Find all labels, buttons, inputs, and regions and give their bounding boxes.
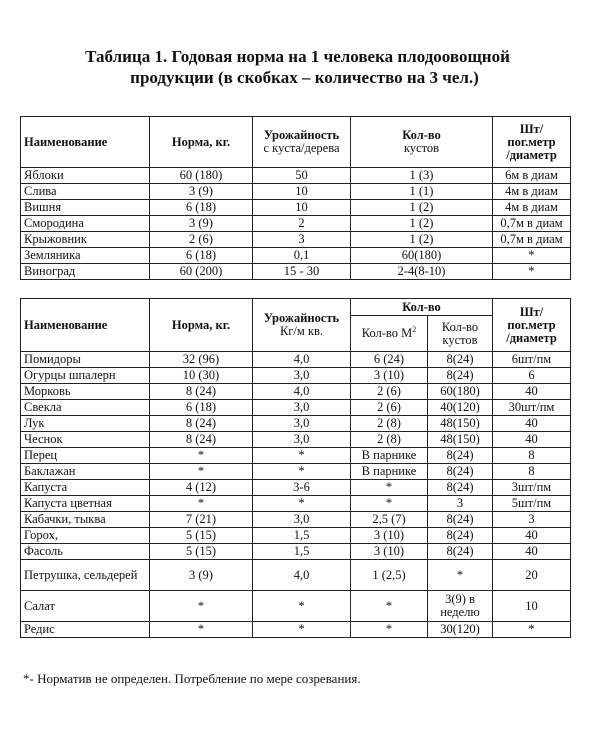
table-cell: 8(24) <box>428 528 493 544</box>
yield-subtitle: Кг/м кв. <box>279 324 324 338</box>
row-label-cell: Крыжовник <box>21 232 150 248</box>
table-cell: * <box>351 591 428 622</box>
table1-header-row <box>21 117 571 168</box>
pcs-line-1: Шт/пог.метр <box>507 304 556 332</box>
table-cell: 3 (9) <box>150 216 253 232</box>
table-row <box>21 416 571 432</box>
row-label-cell: Кабачки, тыква <box>21 512 150 528</box>
table-cell: 6 (18) <box>150 200 253 216</box>
table-cell: 8 (24) <box>150 384 253 400</box>
row-label-cell: Капуста цветная <box>21 496 150 512</box>
table-row <box>21 464 571 480</box>
table-row <box>21 248 571 264</box>
table-cell: 1 (2,5) <box>351 560 428 591</box>
table-cell: 1 (2) <box>351 232 493 248</box>
col-header-yield <box>253 299 351 352</box>
table-cell: * <box>150 496 253 512</box>
table-cell: 2 (8) <box>351 416 428 432</box>
vegetable-norms-table <box>20 298 571 638</box>
table-cell: * <box>150 448 253 464</box>
table-cell: 3,0 <box>253 368 351 384</box>
table-cell: 15 - 30 <box>253 264 351 280</box>
table2-header-row-1 <box>21 299 571 316</box>
table-cell: 2 (8) <box>351 432 428 448</box>
title-line-1: Таблица 1. Годовая норма на 1 человека плодоовощной <box>85 47 510 66</box>
table-cell: 3 (9) <box>150 560 253 591</box>
yield-title: Урожайность <box>263 128 340 142</box>
table-cell: 1 (1) <box>351 184 493 200</box>
table-cell: 8 (24) <box>150 416 253 432</box>
col-header-count-m2 <box>351 316 428 352</box>
table-cell: 40 <box>493 528 571 544</box>
table-cell: * <box>253 496 351 512</box>
table-cell: 3 <box>428 496 493 512</box>
table-cell: 5шт/пм <box>493 496 571 512</box>
table-row <box>21 184 571 200</box>
table-cell: * <box>351 480 428 496</box>
row-label-cell: Яблоки <box>21 168 150 184</box>
row-label-cell: Фасоль <box>21 544 150 560</box>
table-cell: 30шт/пм <box>493 400 571 416</box>
row-label-cell: Горох, <box>21 528 150 544</box>
table-cell: * <box>493 264 571 280</box>
table-cell: 3,0 <box>253 400 351 416</box>
table-cell: 2-4(8-10) <box>351 264 493 280</box>
row-label-cell: Свекла <box>21 400 150 416</box>
table-cell: 10 <box>253 184 351 200</box>
pcs-line-1: Шт/пог.метр <box>507 121 556 149</box>
table1-body <box>21 168 571 280</box>
table-row <box>21 368 571 384</box>
table-cell: 32 (96) <box>150 352 253 368</box>
pcs-line-2: /диаметр <box>506 147 557 162</box>
col-header-name: Наименование <box>21 299 150 352</box>
table-cell: 1 (2) <box>351 200 493 216</box>
table-row <box>21 560 571 591</box>
table-cell: * <box>150 464 253 480</box>
table-cell: 50 <box>253 168 351 184</box>
col-header-count <box>351 117 493 168</box>
table-cell: 10 (30) <box>150 368 253 384</box>
table-cell: * <box>253 464 351 480</box>
table-cell: * <box>493 622 571 638</box>
table-row <box>21 496 571 512</box>
table-cell: 8(24) <box>428 464 493 480</box>
table-cell: * <box>351 622 428 638</box>
table-cell: 0,7м в диам <box>493 216 571 232</box>
table-row <box>21 232 571 248</box>
table-row <box>21 384 571 400</box>
table-cell: 40 <box>493 416 571 432</box>
table-cell: * <box>150 591 253 622</box>
table-cell: 3-6 <box>253 480 351 496</box>
row-label-cell: Перец <box>21 448 150 464</box>
col-header-name: Наименование <box>21 117 150 168</box>
table-cell: 3,0 <box>253 416 351 432</box>
table-row <box>21 432 571 448</box>
table-cell: 4 (12) <box>150 480 253 496</box>
row-label-cell: Огурцы шпалерн <box>21 368 150 384</box>
table-cell: 2 (6) <box>150 232 253 248</box>
row-label-cell: Лук <box>21 416 150 432</box>
table-cell: 7 (21) <box>150 512 253 528</box>
table-cell: 2 (6) <box>351 384 428 400</box>
table-cell: 2 <box>253 216 351 232</box>
row-label-cell: Смородина <box>21 216 150 232</box>
table-cell: 6м в диам <box>493 168 571 184</box>
table-row <box>21 448 571 464</box>
fruit-norms-table <box>20 116 571 280</box>
table-cell: 3 (10) <box>351 528 428 544</box>
table-cell: 60 (180) <box>150 168 253 184</box>
table-cell: 3,0 <box>253 432 351 448</box>
table-cell: 10 <box>493 591 571 622</box>
table-row <box>21 591 571 622</box>
table-row <box>21 528 571 544</box>
col-header-yield <box>253 117 351 168</box>
table-cell: 60(180) <box>428 384 493 400</box>
table-cell: 8 <box>493 464 571 480</box>
table-cell: 1,5 <box>253 544 351 560</box>
title-line-2: продукции (в скобках – количество на 3 чел.) <box>130 68 479 87</box>
count-m2-sup: 2 <box>412 324 417 334</box>
row-label-cell: Вишня <box>21 200 150 216</box>
count-subtitle: кустов <box>403 141 440 155</box>
table-cell: 8 <box>493 448 571 464</box>
table-cell: 3 (10) <box>351 544 428 560</box>
table-row <box>21 352 571 368</box>
col-group-count: Кол-во <box>351 299 493 316</box>
table-cell: 48(150) <box>428 416 493 432</box>
table-cell: 8(24) <box>428 512 493 528</box>
table-cell: 40(120) <box>428 400 493 416</box>
row-label-cell: Салат <box>21 591 150 622</box>
table-row <box>21 216 571 232</box>
count-bushes-line-1: Кол-во <box>441 319 479 334</box>
table-row <box>21 168 571 184</box>
row-label-cell: Чеснок <box>21 432 150 448</box>
table-row <box>21 480 571 496</box>
table-cell: 3 <box>493 512 571 528</box>
table-row <box>21 264 571 280</box>
table-cell: 1 (3) <box>351 168 493 184</box>
table-cell: 10 <box>253 200 351 216</box>
table-cell: 4,0 <box>253 352 351 368</box>
table-cell: 4,0 <box>253 384 351 400</box>
col-header-count-bushes <box>428 316 493 352</box>
table-cell: 60 (200) <box>150 264 253 280</box>
table-cell: 0,1 <box>253 248 351 264</box>
row-label-cell: Виноград <box>21 264 150 280</box>
table-cell: 1,5 <box>253 528 351 544</box>
row-label-cell: Морковь <box>21 384 150 400</box>
table-cell: 0,7м в диам <box>493 232 571 248</box>
table-row <box>21 200 571 216</box>
table2-body <box>21 352 571 638</box>
table-cell: * <box>253 448 351 464</box>
table-cell: 20 <box>493 560 571 591</box>
table-cell: * <box>493 248 571 264</box>
col-header-pcs <box>493 299 571 352</box>
table-row <box>21 512 571 528</box>
table-cell: 3 (9) <box>150 184 253 200</box>
table-cell: 3,0 <box>253 512 351 528</box>
table-cell: 30(120) <box>428 622 493 638</box>
table-cell: 3 <box>253 232 351 248</box>
table-cell: 40 <box>493 544 571 560</box>
table-row <box>21 622 571 638</box>
table-cell: 3(9) в неделю <box>428 591 493 622</box>
table-cell: 3шт/пм <box>493 480 571 496</box>
table-cell: * <box>428 560 493 591</box>
row-label-cell: Баклажан <box>21 464 150 480</box>
row-label-cell: Земляника <box>21 248 150 264</box>
row-label-cell: Помидоры <box>21 352 150 368</box>
table-cell: 4,0 <box>253 560 351 591</box>
table-cell: 8(24) <box>428 544 493 560</box>
count-m2-label: Кол-во М <box>361 326 413 340</box>
table-cell: 5 (15) <box>150 544 253 560</box>
count-bushes-line-2: кустов <box>442 332 478 347</box>
table-cell: В парнике <box>351 448 428 464</box>
table-cell: 5 (15) <box>150 528 253 544</box>
col-header-norm: Норма, кг. <box>150 299 253 352</box>
table-cell: * <box>150 622 253 638</box>
row-label-cell: Петрушка, сельдерей <box>21 560 150 591</box>
table-row <box>21 544 571 560</box>
footnote: *- Норматив не определен. Потребление по мере созревания. <box>23 671 361 686</box>
table-cell: * <box>351 496 428 512</box>
table-cell: 2,5 (7) <box>351 512 428 528</box>
table-cell: 8 (24) <box>150 432 253 448</box>
table-cell: 8(24) <box>428 480 493 496</box>
table-cell: * <box>253 622 351 638</box>
table-cell: 8(24) <box>428 368 493 384</box>
table-cell: В парнике <box>351 464 428 480</box>
yield-subtitle: с куста/дерева <box>263 141 340 155</box>
table-cell: 2 (6) <box>351 400 428 416</box>
table-cell: 3 (10) <box>351 368 428 384</box>
table-cell: 8(24) <box>428 352 493 368</box>
row-label-cell: Редис <box>21 622 150 638</box>
row-label-cell: Капуста <box>21 480 150 496</box>
table-cell: 40 <box>493 432 571 448</box>
table-cell: 4м в диам <box>493 184 571 200</box>
table-cell: 6 (18) <box>150 400 253 416</box>
table-cell: 6шт/пм <box>493 352 571 368</box>
count-title: Кол-во <box>402 128 441 142</box>
table-row <box>21 400 571 416</box>
table-cell: 6 <box>493 368 571 384</box>
table-cell: 4м в диам <box>493 200 571 216</box>
table-cell: 8(24) <box>428 448 493 464</box>
pcs-line-2: /диаметр <box>506 330 557 345</box>
yield-title: Урожайность <box>263 311 340 325</box>
table-cell: 6 (18) <box>150 248 253 264</box>
col-header-norm: Норма, кг. <box>150 117 253 168</box>
col-header-pcs <box>493 117 571 168</box>
document-title <box>0 46 591 88</box>
table-cell: 60(180) <box>351 248 493 264</box>
table-cell: * <box>253 591 351 622</box>
table-cell: 48(150) <box>428 432 493 448</box>
table-cell: 6 (24) <box>351 352 428 368</box>
row-label-cell: Слива <box>21 184 150 200</box>
table-cell: 1 (2) <box>351 216 493 232</box>
table-cell: 40 <box>493 384 571 400</box>
